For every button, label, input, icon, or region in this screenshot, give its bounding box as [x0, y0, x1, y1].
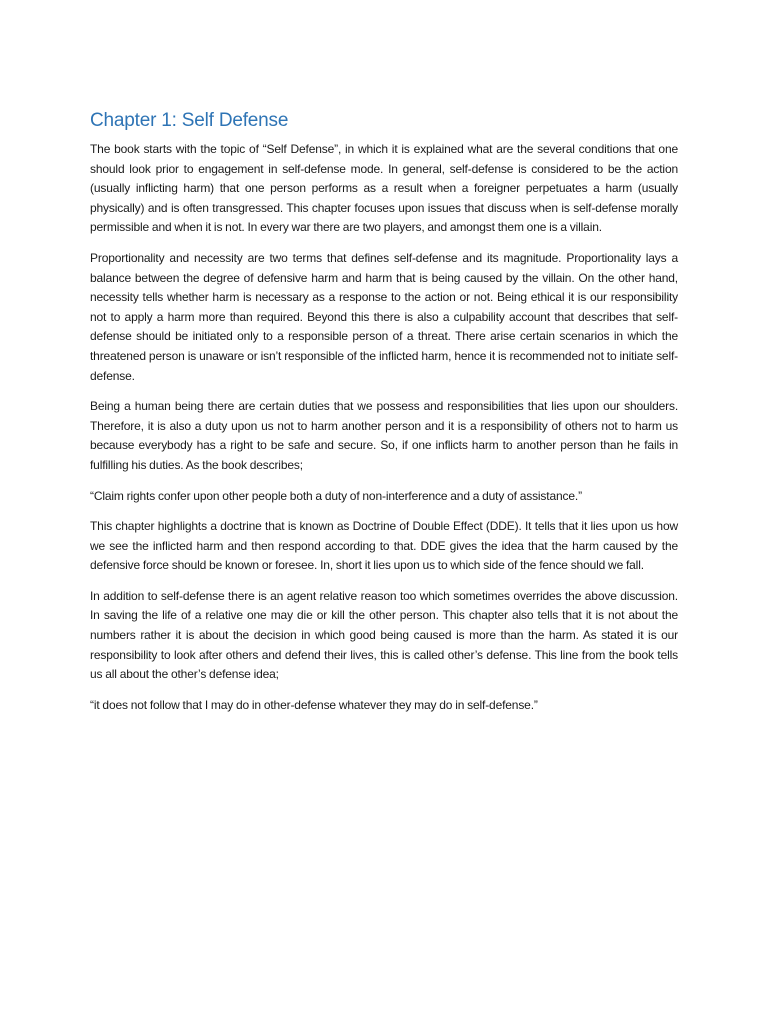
paragraph-duties: Being a human being there are certain duties that we possess and responsibilities that lies upon our shoulders. Therefore, it is also a duty upon us not to harm another person and it is a responsibility of others not to harm us because everybody has a right to be safe and secure. So, if one inflicts harm to another person than he fails in fulfilling his duties. As the book describes; — [90, 399, 678, 472]
quote-claim-rights: “Claim rights confer upon other people both a duty of non-interference and a duty of assistance.” — [90, 488, 582, 503]
paragraph-intro: The book starts with the topic of “Self Defense”, in which it is explained what are the several conditions that one should look prior to engagement in self-defense mode. In general, self-defense is considered to be the action (usually inflicting harm) that one person performs as a result when a foreigner perpetuates a harm (usually physically) and is often transgressed. This chapter focuses upon issues that discuss when is self-defense morally permissible and when it is not. In every war there are two players, and amongst them one is a villain. — [90, 142, 678, 235]
quote-other-defense: “it does not follow that I may do in other-defense whatever they may do in self-defense.” — [90, 697, 538, 712]
chapter-title: Chapter 1: Self Defense — [90, 110, 289, 131]
paragraph-dde: This chapter highlights a doctrine that is known as Doctrine of Double Effect (DDE). It tells that it lies upon us how we see the inflicted harm and then respond according to that. DDE gives the idea that the harm caused by the defensive force should be known or foresee. In, short it lies upon us to which side of the fence should we fall. — [90, 519, 678, 573]
paragraph-agent-relative: In addition to self-defense there is an agent relative reason too which sometimes overrides the above discussion. In saving the life of a relative one may die or kill the other person. This chapter also tells that it is not about the numbers rather it is about the decision in which good being caused is more than the harm. As stated it is our responsibility to look after others and defend their lives, this is called other’s defense. This line from the book tells us all about the other’s defense idea; — [90, 588, 678, 682]
document-body — [90, 108, 678, 726]
paragraph-proportionality: Proportionality and necessity are two terms that defines self-defense and its magnitude. Proportionality lays a balance between the degree of defensive harm and harm that is being caused by the villain. On the other hand, necessity tells whether harm is necessary as a response to the action or not. Being ethical it is our responsibility not to apply a harm more than required. Beyond this there is also a culpability account that describes that self-defense should be initiated only to a responsible person of a threat. There arise certain scenarios in which the threatened person is unaware or isn’t responsible of the inflicted harm, hence it is recommended not to initiate self-defense. — [90, 250, 678, 383]
